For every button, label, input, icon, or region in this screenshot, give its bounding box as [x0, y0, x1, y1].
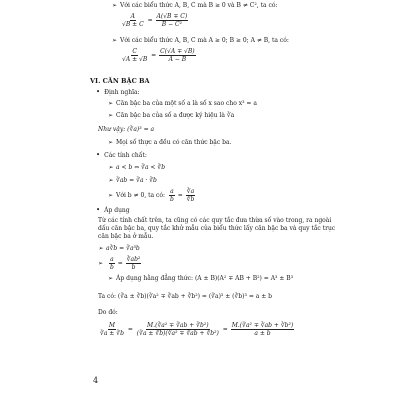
numerator: M.(∛a² ∓ ∛ab + ∛b²)	[231, 322, 294, 329]
bullet-text: ➢ Căn bậc ba của một số a là số x sao cho x³ = a	[108, 100, 257, 107]
fraction	[99, 322, 125, 337]
bullet-text: ➢ Với b ≠ 0, ta có:	[108, 192, 165, 199]
fraction	[126, 256, 142, 271]
paragraph-line: dấu căn bậc ba, quy tắc khử mẫu của biểu thức lấy căn bậc ba và quy tắc trục	[98, 225, 336, 232]
denominator: ∛b	[186, 196, 195, 203]
bullet-formula: ➢ a∛b = ∛a³b	[98, 245, 140, 252]
formula-line: Ta có: (∛a ± ∛b)(∛a² ∓ ∛ab + ∛b²) = (∛a)³ ± (∛b)³ = a ± b	[98, 293, 273, 300]
numerator: a	[170, 188, 174, 195]
denominator: ∛a ± ∛b	[100, 330, 124, 337]
formula-rationalize-2	[120, 48, 197, 63]
bullet-text: • Các tính chất:	[96, 152, 147, 159]
bullet-text: • Định nghĩa:	[96, 89, 140, 96]
bullet-formula: ➢ a < b ⇔ ∛a < ∛b	[108, 164, 165, 171]
equals-sign: =	[177, 192, 183, 199]
denominator: √A ± √B	[122, 56, 148, 63]
denominator: (∛a ± ∛b)(∛a² ∓ ∛ab + ∛b²)	[136, 330, 219, 337]
fraction	[121, 13, 145, 28]
denominator: b	[131, 264, 136, 271]
page-number: 4	[93, 376, 99, 385]
numerator: A(√B ∓ C)	[156, 13, 188, 20]
equals-sign: =	[127, 326, 133, 333]
denominator: a ± b	[254, 330, 271, 337]
bullet-text: ➢ Áp dụng hằng đẳng thức: (A ± B)(A² ∓ AB + B²) = A³ ± B³	[108, 275, 293, 282]
bullet-text: • Áp dụng	[96, 207, 130, 214]
bullet-arrow-icon	[98, 260, 106, 267]
numerator: ∛ab²	[126, 256, 141, 263]
paragraph-line: Do đó:	[98, 309, 118, 316]
equals-sign: =	[117, 260, 123, 267]
denominator: b	[169, 196, 174, 203]
fraction	[156, 13, 189, 28]
fraction	[136, 322, 220, 337]
fraction	[159, 48, 196, 63]
paragraph-line: Từ các tính chất trên, ta cũng có các quy tắc đưa thừa số vào trong, ra ngoài	[98, 217, 332, 224]
bullet-formula: ➢ ∛ab = ∛a · ∛b	[108, 177, 157, 184]
numerator: a	[110, 256, 114, 263]
numerator: A	[130, 13, 135, 20]
formula-line: Như vậy: (∛a)³ = a	[98, 126, 155, 133]
denominator: B − C²	[161, 21, 183, 28]
numerator: ∛a	[186, 188, 195, 195]
numerator: C(√A ∓ √B)	[160, 48, 195, 55]
denominator: b	[109, 264, 114, 271]
formula-final	[98, 322, 295, 337]
fraction	[231, 322, 295, 337]
numerator: C	[132, 48, 137, 55]
numerator: M.(∛a² ∓ ∛ab + ∛b²)	[147, 322, 209, 329]
section-heading: VI. CĂN BẬC BA	[90, 77, 150, 85]
fraction	[109, 256, 115, 271]
equals-sign: =	[151, 52, 157, 59]
bullet-text: ➢ Với các biểu thức A, B, C mà A ≥ 0; B ≥ 0; A ≠ B, ta có:	[112, 37, 289, 44]
denominator: √B ± C	[122, 21, 144, 28]
equals-sign: =	[222, 326, 228, 333]
denominator: A − B	[168, 56, 187, 63]
paragraph-line: căn bậc ba ở mẫu.	[98, 233, 154, 240]
bullet-text: ➢ Với các biểu thức A, B, C mà B ≥ 0 và B ≠ C², ta có:	[112, 2, 277, 9]
bullet-text: ➢ Mọi số thực a đều có căn thức bậc ba.	[108, 139, 231, 146]
bullet-formula-fraction	[108, 188, 196, 203]
fraction	[186, 188, 196, 203]
numerator: M	[108, 322, 116, 329]
fraction	[169, 188, 175, 203]
formula-rationalize-1	[120, 13, 189, 28]
fraction	[121, 48, 148, 63]
bullet-formula-fraction	[98, 256, 142, 271]
bullet-text: ➢ Căn bậc ba của số a được ký hiệu là ∛a	[108, 112, 234, 119]
equals-sign: =	[147, 17, 153, 24]
